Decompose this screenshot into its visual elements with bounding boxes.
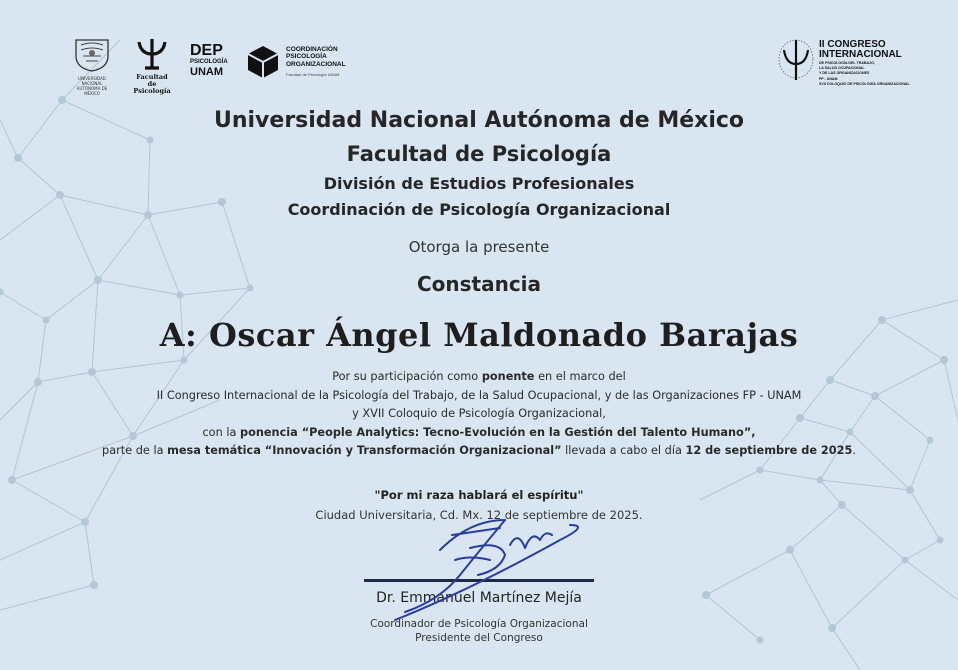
faculty-name: Facultad de Psicología (346, 142, 612, 166)
psicologia-caption-1: Facultad (136, 73, 168, 81)
signer-name: Dr. Emmanuel Martínez Mejía (376, 590, 582, 606)
coordinacion-line-1: COORDINACIÓN (286, 45, 338, 53)
body-line-1: Por su participación como ponente en el marco del (332, 370, 626, 383)
psicologia-caption-2: de Psicología (133, 80, 171, 95)
body-line-3: y XVII Coloquio de Psicología Organizacional, (352, 407, 606, 420)
division-name: División de Estudios Profesionales (323, 174, 635, 193)
congreso-title-2: INTERNACIONAL (819, 49, 902, 60)
dep-unam-text: UNAM (190, 66, 223, 78)
otorga-text: Otorga la presente (408, 238, 550, 256)
body-line-2: II Congreso Internacional de la Psicología del Trabajo, de la Salud Ocupacional, y de las Organizaciones FP - UNAM (156, 388, 802, 402)
congreso-small-4: FP - UNAM (819, 76, 838, 81)
congreso-small-2: LA SALUD OCUPACIONAL (819, 66, 865, 71)
dep-psicologia-text: PSICOLOGÍA (190, 59, 228, 65)
congreso-title-1: II CONGRESO (819, 39, 886, 50)
congreso-small-5: XVII COLOQUIO DE PSICOLOGÍA ORGANIZACIONAL (819, 81, 910, 86)
signer-role-1: Coordinador de Psicología Organizacional (370, 618, 588, 630)
coordinacion-line-3: ORGANIZACIONAL (286, 60, 346, 68)
motto: "Por mi raza hablará el espíritu" (374, 488, 584, 502)
place-date: Ciudad Universitaria, Cd. Mx. 12 de septiembre de 2025. (315, 508, 643, 522)
university-name: Universidad Nacional Autónoma de México (213, 108, 745, 133)
recipient-name: A: Oscar Ángel Maldonado Barajas (159, 316, 799, 354)
signer-role-2: Presidente del Congreso (415, 632, 543, 644)
coordinacion-subtext: Facultad de Psicología UNAM (286, 72, 340, 77)
coordination-name: Coordinación de Psicología Organizacional (287, 200, 671, 219)
unam-seal-text: UNIVERSIDAD NACIONAL AUTÓNOMA DE MÉXICO (76, 76, 108, 96)
document-title: Constancia (416, 272, 542, 296)
coordinacion-line-2: PSICOLOGÍA (286, 53, 327, 60)
body-line-4: con la ponencia “People Analytics: Tecno-Evolución en la Gestión del Talento Humano”, (202, 425, 756, 439)
congreso-small-1: DE PSICOLOGÍA DEL TRABAJO, (819, 61, 875, 65)
body-line-5: parte de la mesa temática “Innovación y Transformación Organizacional” llevada a cabo el día 12 de septiembre de 2025. (102, 444, 856, 457)
congreso-small-3: Y DE LAS ORGANIZACIONES (819, 71, 870, 76)
dep-text: DEP (190, 42, 223, 59)
